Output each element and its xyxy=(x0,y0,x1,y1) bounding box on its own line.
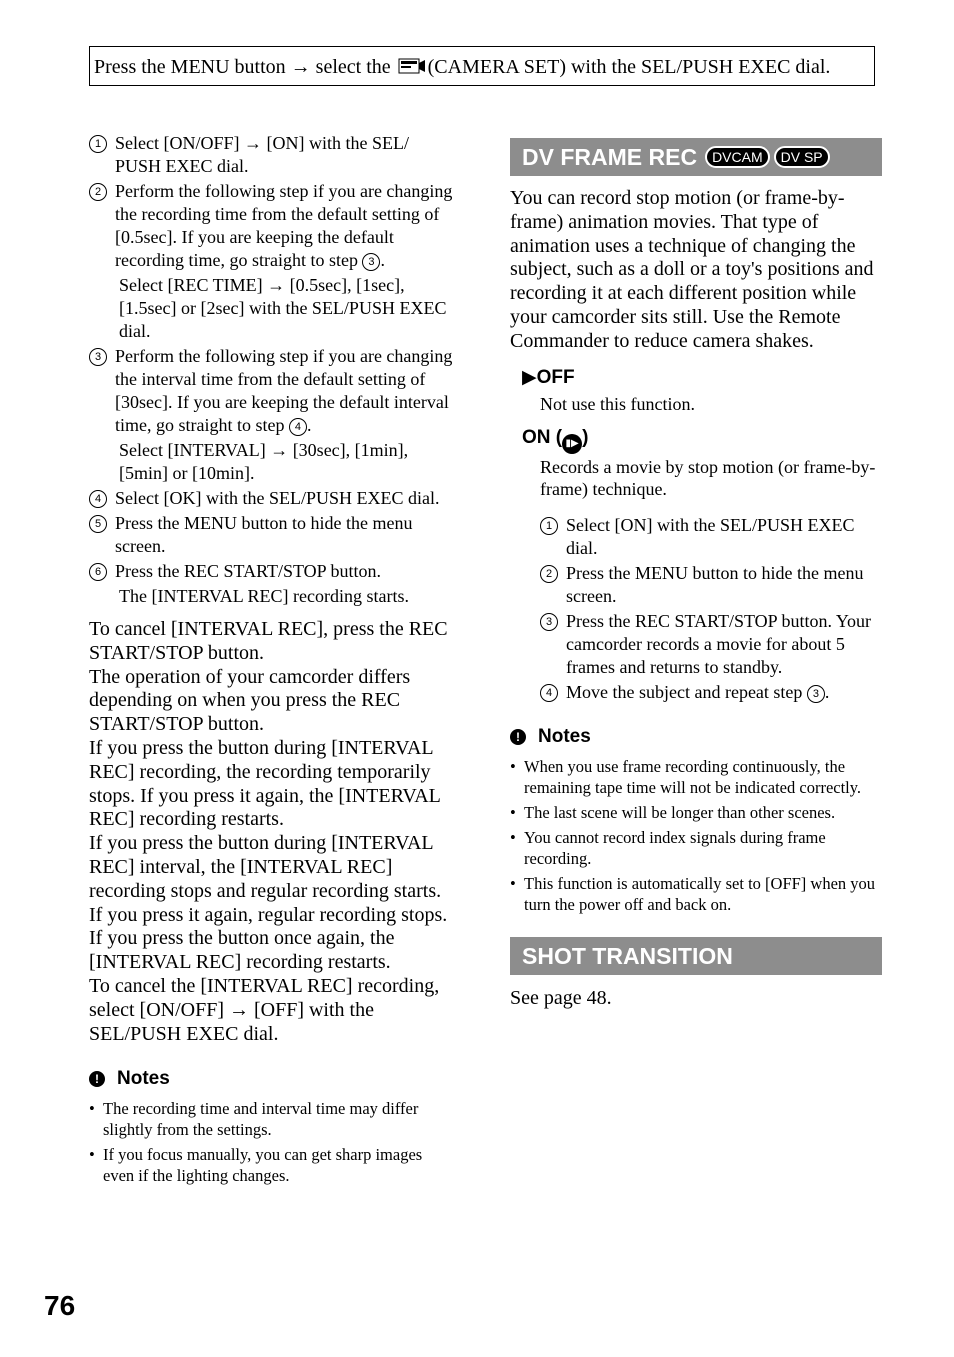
step-ref: 3 xyxy=(807,685,825,703)
header-middle: select the xyxy=(315,56,391,78)
step-text: Press the MENU button to hide the menu screen. xyxy=(566,562,864,606)
note-item: • If you focus manually, you can get sharp images even if the lighting changes. xyxy=(89,1144,457,1186)
section-title: SHOT TRANSITION xyxy=(522,942,733,969)
step-number: 2 xyxy=(540,565,558,583)
step-text: Select [ON] with the SEL/PUSH EXEC dial. xyxy=(566,514,855,558)
interval-paragraph: To cancel [INTERVAL REC], press the REC START/STOP button. The operation of your camcorder differs depending on when you press the REC START/STOP button. If you press the button during [INTERVAL REC] recording, the recording temporarily stops. If you press it again, the [INTERVAL REC] recording restarts. If you press the button during [INTERVAL REC] interval, the [INTERVAL REC] recording stops and regular recording starts. If you press it again, regular recording stops. If you press the button once again, the [INTERVAL REC] recording restarts. To cancel the [INTERVAL REC] recording, select [ON/OFF] → [OFF] with the SEL/PUSH EXEC dial. xyxy=(89,618,448,1045)
header-suffix: (CAMERA SET) with the SEL/PUSH EXEC dial. xyxy=(427,56,831,78)
on-close: ) xyxy=(582,426,589,448)
on-step-1 xyxy=(540,514,882,560)
on-step-4 xyxy=(540,681,882,704)
note-item: • The recording time and interval time may differ slightly from the settings. xyxy=(89,1098,457,1140)
left-column xyxy=(89,132,457,1190)
step-5 xyxy=(89,512,457,558)
shot-transition-text: See page 48. xyxy=(510,986,612,1009)
punct: . xyxy=(380,250,385,270)
instruction-box xyxy=(89,46,875,86)
punct: . xyxy=(824,681,830,702)
note-item: • This function is automatically set to [OFF] when you turn the power off and back on. xyxy=(510,873,882,915)
camera-set-icon xyxy=(398,56,426,76)
step-6 xyxy=(89,560,457,583)
frame-rec-icon: ▮▶ xyxy=(562,434,582,454)
step-text: Press the REC START/STOP button. xyxy=(115,561,382,581)
step-text: Press the MENU button to hide the menu screen. xyxy=(115,513,413,556)
dv-sp-badge: DV SP xyxy=(774,146,830,168)
dv-intro: You can record stop motion (or frame-by-frame) animation movies. That type of animation uses a technique of changing the subject, such as a doll or a toy's positions and recording it at each different position while your camcorder sits still. Use the Remote Commander to reduce camera shakes. xyxy=(510,187,874,352)
option-on-desc: Records a movie by stop motion (or frame-by-frame) technique. xyxy=(540,456,876,499)
dv-frame-rec-banner xyxy=(510,138,882,176)
note-item: • When you use frame recording continuously, the remaining tape time will not be indicated correctly. xyxy=(510,756,882,798)
notes-icon: ! xyxy=(510,729,526,745)
step-number: 3 xyxy=(540,613,558,631)
step-ref: 4 xyxy=(289,418,307,436)
step-number: 4 xyxy=(540,684,558,702)
step-number: 1 xyxy=(89,135,107,153)
shot-transition-banner xyxy=(510,937,882,975)
on-text: ON ( xyxy=(522,426,563,448)
step-3-detail: Select [INTERVAL] → [30sec], [1min], [5min] or [10min]. xyxy=(119,440,409,483)
notes-title: Notes xyxy=(538,725,591,747)
step-ref: 3 xyxy=(362,253,380,271)
section-title: DV FRAME REC xyxy=(522,144,698,170)
step-text: Press the REC START/STOP button. Your camcorder records a movie for about 5 frames and returns to standby. xyxy=(566,610,872,677)
punct: . xyxy=(306,415,312,435)
step-text: Select [OK] with the SEL/PUSH EXEC dial. xyxy=(115,488,440,508)
dvcam-badge: DVCAM xyxy=(705,146,770,168)
right-column xyxy=(510,138,882,1010)
notes-title: Notes xyxy=(117,1068,170,1090)
step-number: 4 xyxy=(89,490,107,508)
step-3 xyxy=(89,345,457,437)
notes-heading xyxy=(89,1068,457,1090)
header-prefix: Press the MENU button xyxy=(94,56,286,78)
step-text: Perform the following step if you are changing the recording time from the default setting of [0.5sec]. If you are keeping the default recording time, go straight to step xyxy=(115,181,453,270)
step-text: Move the subject and repeat step xyxy=(566,681,803,702)
on-step-2 xyxy=(540,562,882,608)
page-number: 76 xyxy=(44,1290,76,1321)
step-number: 1 xyxy=(540,517,558,535)
step-number: 5 xyxy=(89,515,107,533)
step-4 xyxy=(89,487,457,510)
step-2 xyxy=(89,180,457,272)
step-number: 2 xyxy=(89,183,107,201)
notes-heading xyxy=(510,726,882,748)
notes-list xyxy=(510,756,882,915)
on-step-3 xyxy=(540,610,882,679)
notes-list xyxy=(89,1098,457,1186)
notes-icon: ! xyxy=(89,1071,105,1087)
on-steps xyxy=(540,514,882,704)
step-number: 3 xyxy=(89,348,107,366)
option-on-label xyxy=(522,427,882,454)
step-text: Perform the following step if you are changing the interval time from the default setting of [30sec]. If you are keeping the default interval time, go straight to step xyxy=(115,346,453,435)
step-2-detail: Select [REC TIME] → [0.5sec], [1sec], [1.5sec] or [2sec] with the SEL/PUSH EXEC dial. xyxy=(119,275,447,341)
step-6-detail: The [INTERVAL REC] recording starts. xyxy=(119,586,409,606)
option-off-label: ▶OFF xyxy=(522,366,575,388)
step-1 xyxy=(89,132,457,178)
note-item: • The last scene will be longer than other scenes. xyxy=(510,802,882,823)
note-item: • You cannot record index signals during frame recording. xyxy=(510,827,882,869)
step-text: Select [ON/OFF] → [ON] with the SEL/ PUSH EXEC dial. xyxy=(115,133,409,176)
arrow-icon: → xyxy=(290,56,311,78)
option-off-desc: Not use this function. xyxy=(540,393,695,414)
step-number: 6 xyxy=(89,563,107,581)
